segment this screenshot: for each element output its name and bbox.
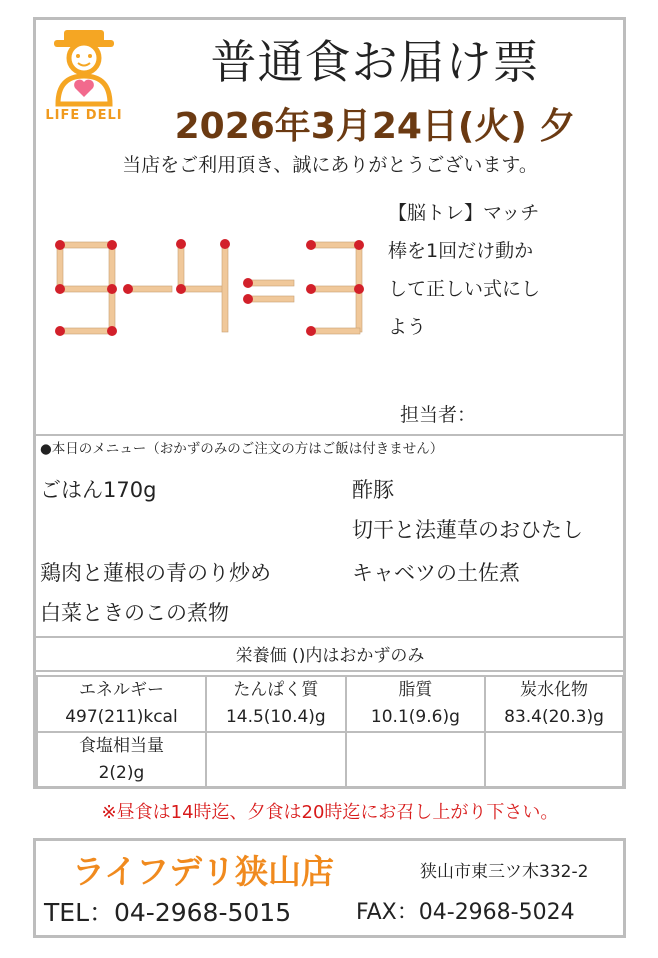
menu-item: 鶏肉と蓮根の青のり炒め <box>40 561 271 585</box>
nutrient-value: 497(211)kcal <box>65 707 178 727</box>
divider <box>33 434 626 436</box>
nutrient-label: たんぱく質 <box>233 680 319 700</box>
nutrition-table <box>36 675 624 789</box>
table-row <box>37 676 623 732</box>
table-cell <box>37 732 206 788</box>
nutrient-value: 14.5(10.4)g <box>225 707 326 727</box>
menu-item: キャベツの土佐煮 <box>352 561 520 585</box>
menu-item: ごはん170g <box>40 478 157 502</box>
brand-logo <box>44 24 124 134</box>
menu-heading: ●本日のメニュー（おかずのみのご注文の方はご飯は付きません） <box>40 441 444 457</box>
nutrient-label: エネルギー <box>78 680 164 700</box>
puzzle-line: 【脳トレ】マッチ <box>388 202 540 224</box>
divider <box>33 636 626 638</box>
table-row <box>37 732 623 788</box>
table-cell <box>485 732 623 788</box>
logo-text: LIFE DELI <box>45 108 123 123</box>
staff-label: 担当者： <box>400 404 477 426</box>
puzzle-line: 棒を1回だけ動か <box>388 240 534 262</box>
nutrient-label: 脂質 <box>398 680 433 700</box>
menu-item: 酢豚 <box>352 478 394 502</box>
nutrient-value: 83.4(20.3)g <box>504 707 604 727</box>
life-deli-mascot-icon <box>44 24 124 108</box>
store-fax: FAX：04-2968-5024 <box>356 900 575 925</box>
puzzle-line: よう <box>388 316 427 338</box>
puzzle-line: して正しい式にし <box>388 278 541 300</box>
divider <box>33 670 626 672</box>
table-cell <box>485 676 623 732</box>
table-cell <box>346 676 485 732</box>
table-cell <box>206 732 346 788</box>
table-cell <box>37 676 206 732</box>
menu-item: 白菜ときのこの煮物 <box>40 601 229 625</box>
consumption-note: ※昼食は14時迄、夕食は20時迄にお召し上がり下さい。 <box>101 802 559 823</box>
nutrient-value: 2(2)g <box>98 763 145 783</box>
menu-item: 切干と法蓮草のおひたし <box>352 518 583 542</box>
nutrient-label: 炭水化物 <box>520 680 589 700</box>
nutrition-heading: 栄養価 ()内はおかずのみ <box>235 646 425 666</box>
store-name: ライフデリ狭山店 <box>72 852 335 891</box>
puzzle-instructions <box>388 194 593 346</box>
nutrient-value: 10.1(9.6)g <box>370 707 460 727</box>
thanks-message: 当店をご利用頂き、誠にありがとうございます。 <box>122 154 538 176</box>
store-tel: TEL：04-2968-5015 <box>44 898 292 927</box>
delivery-date: 2026年3月24日(火) 夕 <box>174 106 576 147</box>
matchstick-puzzle-image <box>50 236 380 340</box>
table-cell <box>206 676 346 732</box>
nutrient-label: 食塩相当量 <box>78 736 164 756</box>
table-cell <box>346 732 485 788</box>
page-title: 普通食お届け票 <box>210 35 540 89</box>
store-address: 狭山市東三ツ木332-2 <box>420 862 589 882</box>
